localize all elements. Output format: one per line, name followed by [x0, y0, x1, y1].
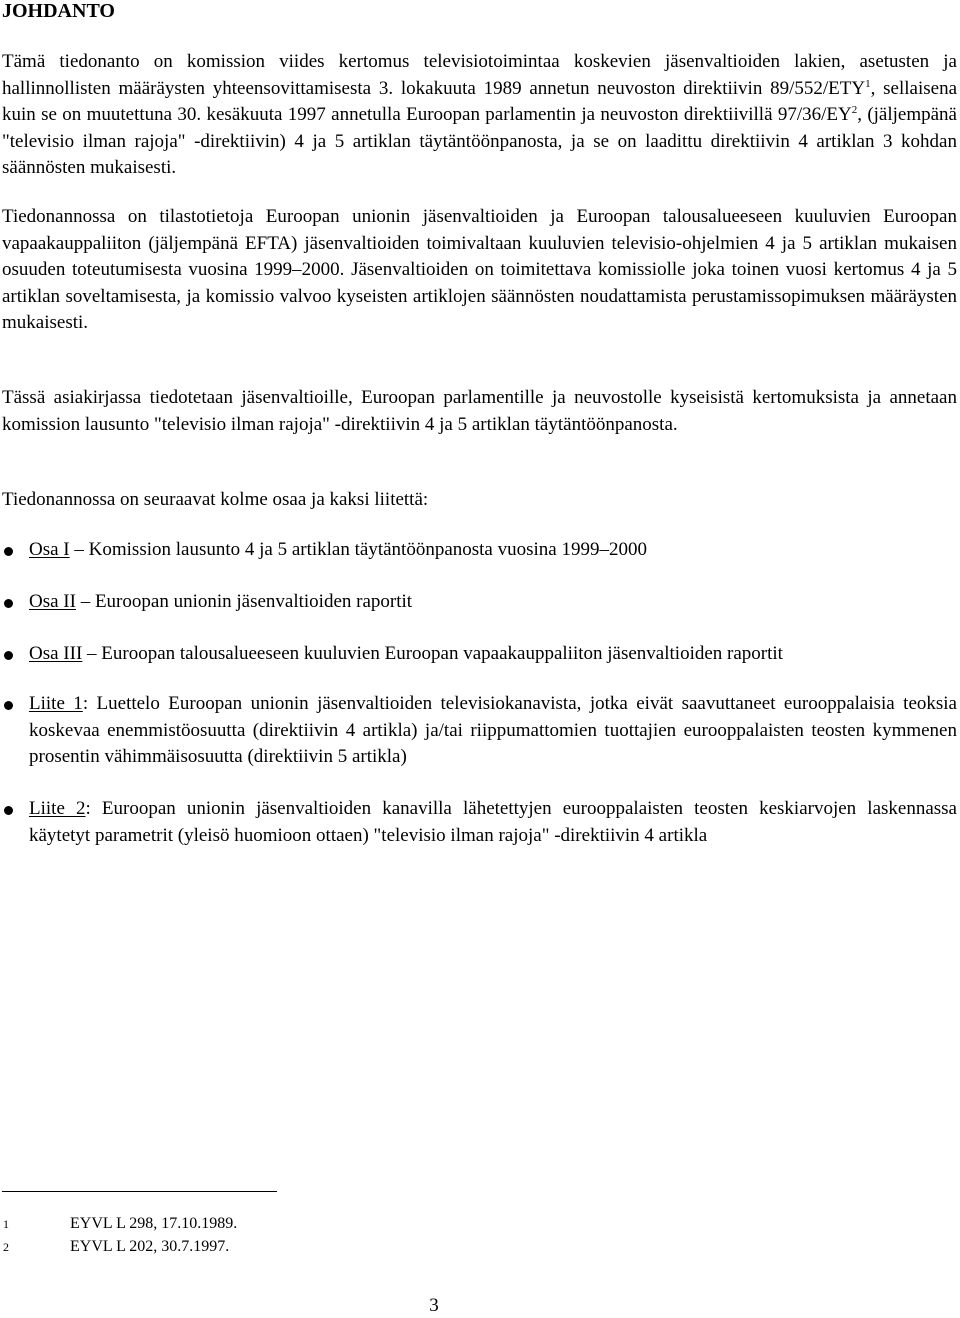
list-item-label: Osa II — [29, 591, 76, 612]
bullet-icon — [4, 651, 13, 660]
purpose-paragraph: Tässä asiakirjassa tiedotetaan jäsenvaltioille, Euroopan parlamentille ja neuvostolle kyseisistä kertomuksista ja annetaan komission lausunto "televisio ilman rajoja" -direktiivin 4 ja 5 artiklan täytäntöönpanosta. — [2, 387, 957, 435]
section-heading: JOHDANTO — [2, 0, 115, 22]
list-item-separator: : — [85, 798, 102, 819]
list-item-separator: – — [82, 643, 102, 664]
list-item-text — [29, 537, 957, 564]
list-item-text — [29, 691, 957, 771]
footnote-divider — [2, 1191, 277, 1192]
list-item-separator: – — [75, 591, 95, 612]
intro-paragraph — [2, 49, 957, 182]
list-item-label: Osa III — [29, 643, 83, 664]
footnote-ref-2: 2 — [851, 104, 858, 116]
list-item-description: Euroopan unionin jäsenvaltioiden raportit — [94, 591, 413, 612]
footnote-number: 2 — [3, 1240, 9, 1254]
intro-text-part-2: , sellaisena kuin se on muutettuna 30. kesäkuuta 1997 annetulla Euroopan parlamentin ja neuvoston direktiivillä 97/36/EY — [2, 77, 957, 125]
structure-intro-paragraph: Tiedonannossa on seuraavat kolme osaa ja kaksi liitettä: — [2, 489, 429, 510]
list-item-description: Euroopan talousalueeseen kuuluvien Euroopan vapaakauppaliiton jäsenvaltioiden raportit — [101, 643, 783, 664]
bullet-icon — [4, 599, 13, 608]
list-item-label: Liite 2 — [29, 798, 86, 819]
list-item-text — [29, 641, 957, 668]
list-item-description: Komission lausunto 4 ja 5 artiklan täytäntöönpanosta vuosina 1999–2000 — [88, 539, 647, 560]
page-number: 3 — [429, 1295, 439, 1316]
intro-text-part-3: , (jäljempänä "televisio ilman rajoja" -direktiivin) 4 ja 5 artiklan täytäntöönpanosta, ja se on laadittu direktiivin 4 artiklan 3 kohdan säännösten mukaisesti. — [2, 104, 957, 178]
list-item-text — [29, 589, 957, 616]
list-item-description: Luettelo Euroopan unionin jäsenvaltioiden televisiokanavista, jotka eivät saavuttaneet eurooppalaisia teoksia koskevaa enemmistöosuutta (direktiivin 4 artikla) ja/tai riippumattomien tuottajien eurooppalaisten teosten kymmenen prosentin vähimmäisosuutta (direktiivin 5 artikla) — [29, 693, 957, 767]
list-item-label: Osa I — [29, 539, 70, 560]
list-item-text — [29, 796, 957, 849]
footnote-number: 1 — [3, 1217, 9, 1231]
list-item-label: Liite 1 — [29, 693, 83, 714]
list-item-separator: – — [69, 539, 89, 560]
statistics-paragraph: Tiedonannossa on tilastotietoja Euroopan unionin jäsenvaltioiden ja Euroopan talousalueeseen kuuluvien Euroopan vapaakauppaliiton (jäljempänä EFTA) jäsenvaltioiden toimivaltaan kuuluvien televisio-ohjelmien 4 ja 5 artiklan mukaisen osuuden toteutumisesta vuosina 1999–2000. Jäsenvaltioiden on toimitettava komissiolle joka toinen vuosi kertomus 4 ja 5 artiklan soveltamisesta, ja komissio valvoo kyseisten artiklojen säännösten noudattamista perustamissopimuksen määräysten mukaisesti. — [2, 206, 957, 333]
list-item-description: Euroopan unionin jäsenvaltioiden kanavilla lähetettyjen eurooppalaisten teosten keskiarvojen laskennassa käytetyt parametrit (yleisö huomioon ottaen) "televisio ilman rajoja" -direktiivin 4 artikla — [29, 798, 957, 846]
list-item-separator: : — [82, 693, 97, 714]
footnote-text: EYVL L 202, 30.7.1997. — [70, 1238, 230, 1255]
footnote-ref-1: 1 — [865, 77, 871, 90]
bullet-icon — [4, 806, 13, 815]
intro-text-part-1: Tämä tiedonanto on komission viides kertomus televisiotoimintaa koskevien jäsenvaltioiden lakien, asetusten ja hallinnollisten määräysten yhteensovittamisesta 3. lokakuuta 1989 annetun neuvoston direktiivin 89/552/ETY — [2, 51, 957, 99]
bullet-icon — [4, 547, 13, 556]
bullet-icon — [4, 701, 13, 710]
footnote-text: EYVL L 298, 17.10.1989. — [70, 1215, 238, 1232]
